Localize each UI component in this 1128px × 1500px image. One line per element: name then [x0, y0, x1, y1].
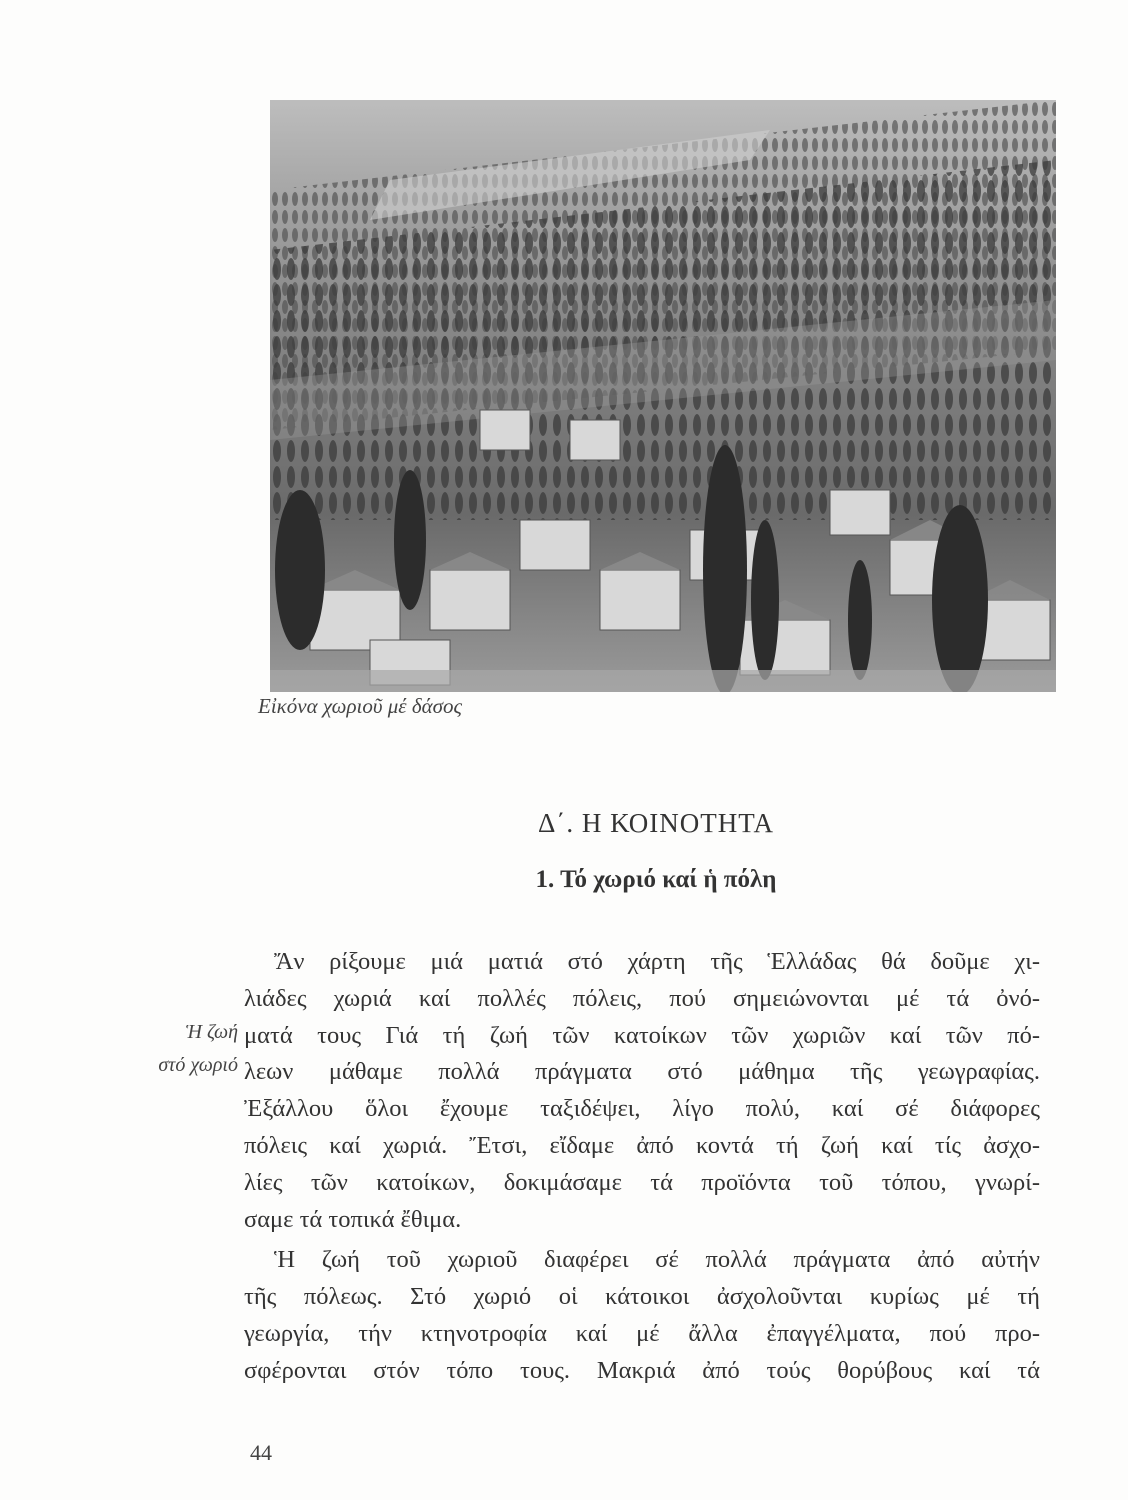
- text-line: ματά τους Γιά τή ζωή τῶν κατοίκων τῶν χωριῶν καί τῶν πό-: [244, 1021, 1040, 1049]
- text-line: γεωργία, τήν κτηνοτροφία καί μέ ἄλλα ἐπαγγέλματα, πού προ-: [244, 1319, 1040, 1347]
- text-line: τῆς πόλεως. Στό χωριό οἱ κάτοικοι ἀσχολοῦνται κυρίως μέ τή: [244, 1283, 1040, 1311]
- text-line: λεων μάθαμε πολλά πράγματα στό μάθημα τῆς γεωγραφίας.: [244, 1058, 1040, 1086]
- text-line: σαμε τά τοπικά ἔθιμα.: [244, 1205, 462, 1233]
- margin-note-line: στό χωριό: [158, 1054, 238, 1076]
- text-line: Ἐξάλλου ὅλοι ἔχουμε ταξιδέψει, λίγο πολύ, καί σέ διάφορες: [244, 1095, 1040, 1123]
- text-line: πόλεις καί χωριά. Ἔτσι, εἴδαμε ἀπό κοντά τή ζωή καί τίς ἀσχο-: [244, 1131, 1040, 1159]
- text-line: λιάδες χωριά καί πολλές πόλεις, πού σημειώνονται μέ τά ὀνό-: [244, 984, 1040, 1012]
- margin-note-line: Ἡ ζωή: [185, 1021, 238, 1043]
- paragraph: [244, 1242, 1040, 1389]
- margin-note: [120, 1016, 238, 1082]
- text-line: σφέρονται στόν τόπο τους. Μακριά ἀπό τούς θορύβους καί τά: [244, 1356, 1040, 1384]
- section-title: 1. Τό χωριό καί ἡ πόλη: [535, 866, 777, 893]
- paragraph: [244, 944, 1040, 1238]
- village-forest-painting: [270, 100, 1056, 692]
- page-number: 44: [250, 1440, 272, 1465]
- text-line: Ἡ ζωή τοῦ χωριοῦ διαφέρει σέ πολλά πράγματα ἀπό αὐτήν: [274, 1246, 1040, 1274]
- chapter-title: Δ΄. Η ΚΟΙΝΟΤΗΤΑ: [537, 808, 775, 838]
- text-line: Ἄν ρίξουμε μιά ματιά στό χάρτη τῆς Ἑλλάδας θά δοῦμε χι-: [274, 948, 1040, 975]
- text-line: λίες τῶν κατοίκων, δοκιμάσαμε τά προϊόντα τοῦ τόπου, γνωρί-: [244, 1168, 1040, 1196]
- body-text: [244, 944, 1040, 1390]
- figure-caption: Εἰκόνα χωριοῦ μέ δάσος: [258, 694, 462, 718]
